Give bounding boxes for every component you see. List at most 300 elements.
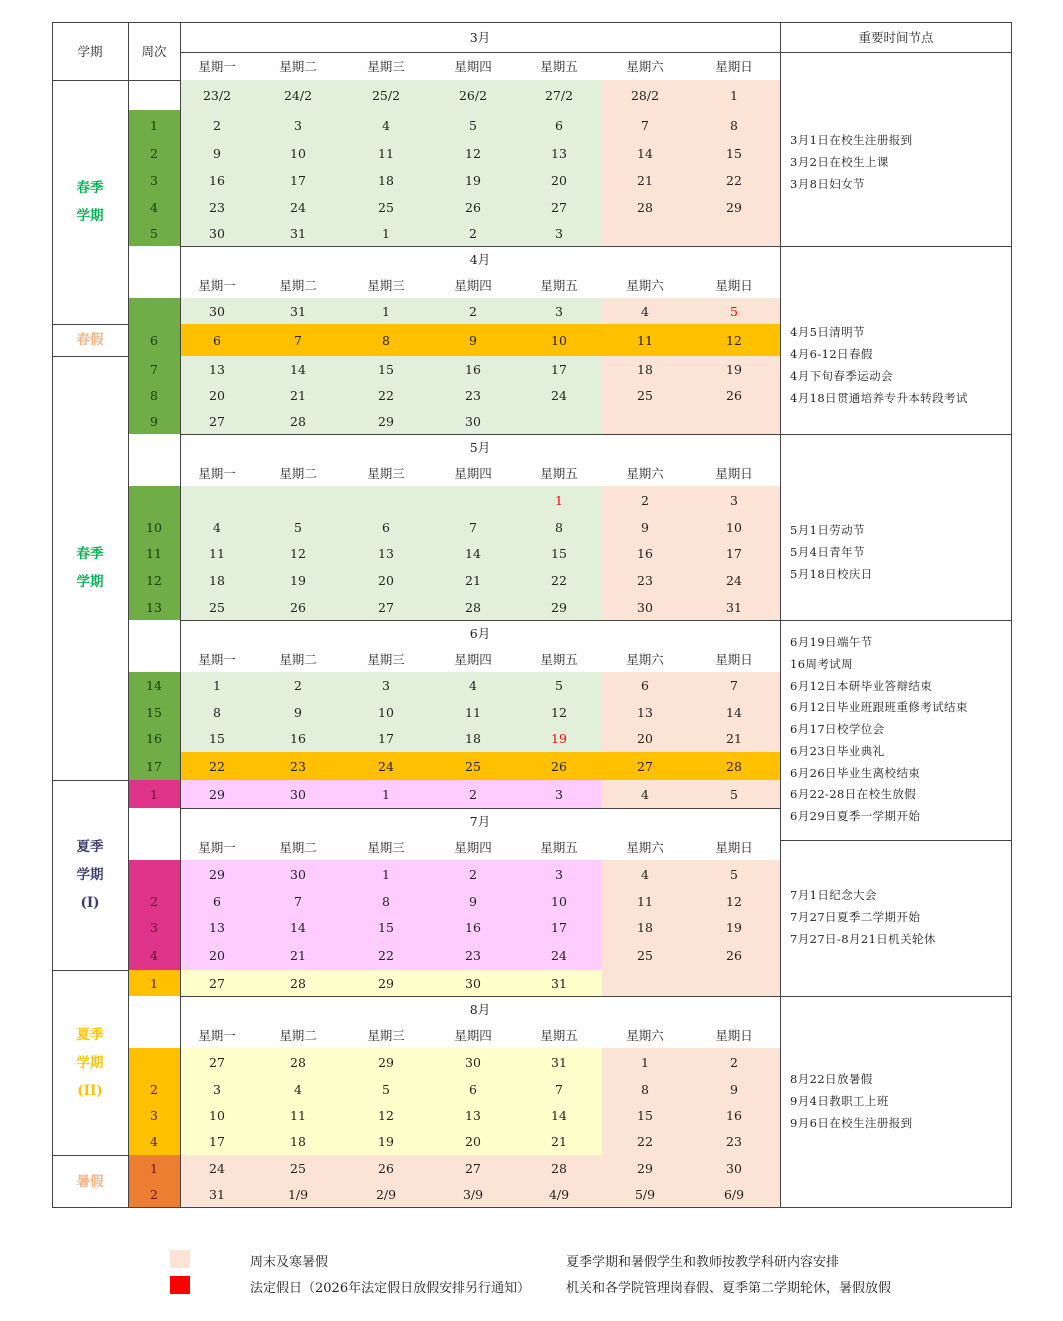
- day-cell: 27: [602, 752, 688, 780]
- events-block: [780, 486, 1012, 620]
- day-cell: 6: [180, 888, 254, 914]
- day-cell: 24: [180, 1155, 254, 1181]
- day-cell: 7: [516, 1076, 602, 1102]
- day-cell: 18: [430, 725, 516, 752]
- weekday-label: 星期五: [540, 652, 578, 667]
- day-cell: 28/2: [602, 80, 688, 110]
- day-cell: [602, 408, 688, 434]
- week-number: [128, 1048, 180, 1076]
- day-cell: 2: [430, 780, 516, 808]
- weekday-label: 星期五: [540, 59, 578, 74]
- day-cell: 4: [430, 672, 516, 699]
- day-cell: 3: [688, 486, 780, 514]
- day-cell: 19: [342, 1128, 430, 1155]
- day-cell: [180, 486, 254, 514]
- day-cell: 9: [180, 140, 254, 167]
- legend-note: 夏季学期和暑假学生和教师按教学科研内容安排: [566, 1255, 840, 1270]
- weekday-label: 星期一: [198, 1028, 236, 1043]
- weekday-label: 星期一: [198, 652, 236, 667]
- week-number: 1: [128, 780, 180, 808]
- day-cell: 25: [602, 940, 688, 970]
- event-item: 7月27日-8月21日机关轮休: [790, 931, 936, 946]
- day-cell: 28: [602, 194, 688, 220]
- day-cell: 9: [688, 1076, 780, 1102]
- day-cell: 18: [342, 167, 430, 194]
- month-title: 4月: [469, 252, 491, 267]
- day-cell: 8: [342, 324, 430, 356]
- day-cell: 30: [254, 780, 342, 808]
- weekday-label: 星期三: [367, 278, 405, 293]
- day-cell: 7: [602, 110, 688, 140]
- day-cell: 19: [688, 356, 780, 382]
- day-cell: 26: [342, 1155, 430, 1181]
- header-week: 周次: [141, 44, 167, 59]
- term-label: 春假: [76, 332, 104, 348]
- table-border-bottom: [52, 1207, 1012, 1208]
- day-cell: 26: [688, 940, 780, 970]
- day-cell: 18: [254, 1128, 342, 1155]
- week-number: 2: [128, 1076, 180, 1102]
- day-cell: 16: [430, 914, 516, 940]
- day-cell: 29: [180, 780, 254, 808]
- week-number: 3: [128, 1102, 180, 1128]
- events-block: [780, 80, 1012, 246]
- day-cell: 1/9: [254, 1181, 342, 1208]
- day-cell: 16: [430, 356, 516, 382]
- day-cell: 5: [254, 514, 342, 540]
- day-cell: 9: [254, 699, 342, 725]
- day-cell: 22: [688, 167, 780, 194]
- day-cell: 30: [430, 408, 516, 434]
- day-cell: 1: [342, 860, 430, 888]
- event-item: 8月22日放暑假: [790, 1072, 873, 1087]
- event-item: 6月12日毕业班跟班重修考试结束: [790, 700, 968, 715]
- day-cell: 3: [516, 860, 602, 888]
- day-cell: 14: [516, 1102, 602, 1128]
- weekday-label: 星期六: [626, 1028, 664, 1043]
- weekday-label: 星期六: [626, 466, 664, 481]
- day-cell: 9: [602, 514, 688, 540]
- day-cell: 11: [254, 1102, 342, 1128]
- week-number: 4: [128, 194, 180, 220]
- day-cell: 30: [254, 860, 342, 888]
- day-cell: 16: [254, 725, 342, 752]
- day-cell: 24: [342, 752, 430, 780]
- day-cell: 27: [180, 1048, 254, 1076]
- day-cell: 27: [516, 194, 602, 220]
- events-block: [780, 840, 1012, 996]
- day-cell: 5: [342, 1076, 430, 1102]
- event-item: 4月5日清明节: [790, 325, 865, 340]
- day-cell: 20: [180, 382, 254, 408]
- day-cell: 29: [602, 1155, 688, 1181]
- day-cell: 2: [254, 672, 342, 699]
- day-cell: 17: [180, 1128, 254, 1155]
- day-cell: 18: [602, 356, 688, 382]
- day-cell: 23/2: [180, 80, 254, 110]
- day-cell: 13: [180, 914, 254, 940]
- week-number: 16: [128, 725, 180, 752]
- day-cell: 26: [688, 382, 780, 408]
- day-cell: 29: [516, 594, 602, 620]
- weekday-label: 星期一: [198, 278, 236, 293]
- event-item: 6月17日校学位会: [790, 722, 885, 737]
- weekday-label: 星期二: [279, 840, 317, 855]
- day-cell: 14: [254, 914, 342, 940]
- event-item: 5月1日劳动节: [790, 523, 865, 538]
- day-cell: 16: [688, 1102, 780, 1128]
- table-border-left: [52, 22, 53, 1208]
- day-cell: 25: [254, 1155, 342, 1181]
- day-cell: 29: [688, 194, 780, 220]
- event-item: 3月2日在校生上课: [790, 155, 889, 170]
- month-title: 7月: [469, 814, 491, 829]
- day-cell: 4: [602, 860, 688, 888]
- day-cell: 26/2: [430, 80, 516, 110]
- weekday-label: 星期六: [626, 59, 664, 74]
- weekday-label: 星期四: [454, 466, 492, 481]
- day-cell: 30: [602, 594, 688, 620]
- event-item: 4月下旬春季运动会: [790, 369, 893, 383]
- day-cell: 22: [342, 382, 430, 408]
- grid-line: [180, 434, 1012, 435]
- day-cell: 13: [342, 540, 430, 567]
- day-cell: 29: [342, 970, 430, 996]
- event-item: 7月1日纪念大会: [790, 888, 877, 903]
- day-cell: 31: [180, 1181, 254, 1208]
- day-cell: 27: [180, 408, 254, 434]
- day-cell: 5: [516, 672, 602, 699]
- term-label: 春季 学期: [76, 546, 104, 590]
- day-cell: 23: [430, 940, 516, 970]
- day-cell: 5/9: [602, 1181, 688, 1208]
- grid-line: [180, 52, 780, 53]
- day-cell: 28: [254, 970, 342, 996]
- day-cell: 9: [430, 324, 516, 356]
- day-cell: 23: [602, 567, 688, 594]
- day-cell: 23: [430, 382, 516, 408]
- day-cell: 10: [342, 699, 430, 725]
- day-cell: 25: [430, 752, 516, 780]
- event-item: 3月8日妇女节: [790, 176, 865, 191]
- event-item: 7月27日夏季二学期开始: [790, 910, 921, 925]
- month-title: 6月: [469, 626, 491, 641]
- day-cell: 4: [602, 298, 688, 324]
- day-cell: 28: [254, 1048, 342, 1076]
- event-item: 6月22-28日在校生放假: [790, 787, 917, 802]
- weekday-label: 星期六: [626, 652, 664, 667]
- grid-line: [180, 996, 1012, 997]
- week-number: 2: [128, 888, 180, 914]
- day-cell: 13: [180, 356, 254, 382]
- day-cell: 1: [342, 298, 430, 324]
- grid-line: [52, 1155, 128, 1156]
- day-cell: 24: [516, 382, 602, 408]
- week-number: 8: [128, 382, 180, 408]
- term-label: 春季 学期: [76, 180, 104, 224]
- weekday-label: 星期日: [715, 1028, 753, 1043]
- day-cell: 4: [342, 110, 430, 140]
- day-cell: 17: [254, 167, 342, 194]
- week-number: [128, 80, 180, 110]
- weekday-label: 星期四: [454, 840, 492, 855]
- day-cell: 25/2: [342, 80, 430, 110]
- event-item: 6月26日毕业生离校结束: [790, 765, 921, 780]
- day-cell: 25: [180, 594, 254, 620]
- day-cell: 26: [516, 752, 602, 780]
- grid-line: [780, 22, 781, 1208]
- day-cell: 15: [342, 356, 430, 382]
- day-cell: 12: [688, 324, 780, 356]
- day-cell: 15: [342, 914, 430, 940]
- week-number: 9: [128, 408, 180, 434]
- statutory-swatch: [170, 1276, 190, 1294]
- day-cell: 22: [516, 567, 602, 594]
- day-cell: [342, 486, 430, 514]
- day-cell: 19: [430, 167, 516, 194]
- header-events: 重要时间节点: [858, 30, 934, 45]
- day-cell: 4: [254, 1076, 342, 1102]
- day-cell: 29: [342, 408, 430, 434]
- week-number: 4: [128, 940, 180, 970]
- day-cell: 17: [516, 914, 602, 940]
- day-cell: [688, 970, 780, 996]
- week-number: 1: [128, 970, 180, 996]
- weekday-label: 星期三: [367, 466, 405, 481]
- day-cell: 23: [688, 1128, 780, 1155]
- table-border-top: [52, 22, 1012, 23]
- event-item: 6月19日端午节: [790, 634, 873, 649]
- day-cell: 6: [430, 1076, 516, 1102]
- weekday-label: 星期二: [279, 652, 317, 667]
- day-cell: 5: [430, 110, 516, 140]
- day-cell: 2: [688, 1048, 780, 1076]
- week-number: 3: [128, 914, 180, 940]
- weekday-label: 星期三: [367, 1028, 405, 1043]
- week-number: 3: [128, 167, 180, 194]
- grid-line: [52, 356, 128, 357]
- week-number: 13: [128, 594, 180, 620]
- day-cell: [254, 486, 342, 514]
- day-cell: 28: [430, 594, 516, 620]
- day-cell: 31: [254, 220, 342, 246]
- event-item: 5月18日校庆日: [790, 566, 873, 581]
- weekday-label: 星期四: [454, 59, 492, 74]
- day-cell: 12: [430, 140, 516, 167]
- day-cell: 1: [516, 486, 602, 514]
- academic-calendar-table: [52, 22, 1012, 1208]
- weekday-label: 星期六: [626, 840, 664, 855]
- day-cell: 12: [342, 1102, 430, 1128]
- weekday-label: 星期四: [454, 278, 492, 293]
- day-cell: 23: [180, 194, 254, 220]
- day-cell: 11: [602, 888, 688, 914]
- events-block: [780, 298, 1012, 434]
- day-cell: 3: [516, 298, 602, 324]
- day-cell: 14: [254, 356, 342, 382]
- event-item: 16周考试周: [790, 656, 854, 671]
- day-cell: 26: [430, 194, 516, 220]
- event-item: 6月23日毕业典礼: [790, 743, 885, 758]
- day-cell: 11: [342, 140, 430, 167]
- day-cell: 1: [602, 1048, 688, 1076]
- legend-label: 周末及寒暑假: [250, 1255, 329, 1270]
- day-cell: 31: [688, 594, 780, 620]
- event-item: 5月4日青年节: [790, 545, 865, 560]
- weekday-label: 星期日: [715, 466, 753, 481]
- day-cell: 1: [342, 220, 430, 246]
- grid-line: [180, 620, 780, 621]
- day-cell: 27: [342, 594, 430, 620]
- week-number: 1: [128, 1155, 180, 1181]
- week-number: [128, 298, 180, 324]
- day-cell: 2/9: [342, 1181, 430, 1208]
- day-cell: 8: [516, 514, 602, 540]
- week-number: 2: [128, 1181, 180, 1208]
- event-item: 4月18日贯通培养专升本转段考试: [790, 390, 968, 405]
- day-cell: 28: [516, 1155, 602, 1181]
- event-item: 9月6日在校生注册报到: [790, 1115, 913, 1130]
- day-cell: 21: [602, 167, 688, 194]
- day-cell: 21: [688, 725, 780, 752]
- day-cell: 3: [516, 220, 602, 246]
- day-cell: 7: [254, 324, 342, 356]
- day-cell: 31: [254, 298, 342, 324]
- day-cell: 30: [180, 220, 254, 246]
- day-cell: 10: [516, 888, 602, 914]
- day-cell: 20: [430, 1128, 516, 1155]
- day-cell: 6: [516, 110, 602, 140]
- day-cell: 21: [430, 567, 516, 594]
- grid-line: [52, 970, 128, 971]
- weekday-label: 星期日: [715, 652, 753, 667]
- day-cell: [516, 408, 602, 434]
- day-cell: 21: [254, 382, 342, 408]
- event-item: 4月6-12日春假: [790, 347, 873, 362]
- day-cell: 3: [254, 110, 342, 140]
- day-cell: 17: [516, 356, 602, 382]
- event-item: 3月1日在校生注册报到: [790, 133, 913, 148]
- day-cell: 20: [342, 567, 430, 594]
- weekday-label: 星期二: [279, 1028, 317, 1043]
- events-block: [780, 620, 1012, 840]
- weekday-label: 星期二: [279, 278, 317, 293]
- day-cell: 8: [180, 699, 254, 725]
- week-number: 1: [128, 110, 180, 140]
- day-cell: [688, 408, 780, 434]
- week-number: 5: [128, 220, 180, 246]
- day-cell: 27/2: [516, 80, 602, 110]
- day-cell: 5: [688, 780, 780, 808]
- legend-note: 机关和各学院管理岗春假、夏季第二学期轮休，暑假放假: [566, 1281, 892, 1296]
- grid-line: [128, 22, 129, 1208]
- weekday-label: 星期二: [279, 59, 317, 74]
- day-cell: 10: [254, 140, 342, 167]
- day-cell: 20: [516, 167, 602, 194]
- term-label: 夏季 学期 (II): [76, 1026, 104, 1099]
- day-cell: 16: [180, 167, 254, 194]
- day-cell: 15: [602, 1102, 688, 1128]
- day-cell: 18: [602, 914, 688, 940]
- day-cell: 27: [180, 970, 254, 996]
- day-cell: 5: [688, 298, 780, 324]
- weekday-label: 星期三: [367, 840, 405, 855]
- event-item: 9月4日教职工上班: [790, 1094, 889, 1109]
- week-number: 4: [128, 1128, 180, 1155]
- day-cell: 13: [602, 699, 688, 725]
- day-cell: 2: [430, 220, 516, 246]
- day-cell: 24: [688, 567, 780, 594]
- day-cell: 8: [602, 1076, 688, 1102]
- day-cell: 19: [254, 567, 342, 594]
- day-cell: 22: [602, 1128, 688, 1155]
- day-cell: 29: [180, 860, 254, 888]
- day-cell: 4/9: [516, 1181, 602, 1208]
- day-cell: 17: [342, 725, 430, 752]
- day-cell: 10: [688, 514, 780, 540]
- table-border-right: [1011, 22, 1012, 1208]
- grid-line: [180, 808, 780, 809]
- day-cell: 24/2: [254, 80, 342, 110]
- day-cell: 1: [342, 780, 430, 808]
- week-number: 11: [128, 540, 180, 567]
- weekday-label: 星期六: [626, 278, 664, 293]
- grid-line: [180, 22, 181, 1208]
- day-cell: 31: [516, 1048, 602, 1076]
- day-cell: 17: [688, 540, 780, 567]
- day-cell: 15: [516, 540, 602, 567]
- month-title: 5月: [469, 440, 491, 455]
- day-cell: 27: [430, 1155, 516, 1181]
- day-cell: 3: [516, 780, 602, 808]
- day-cell: 13: [516, 140, 602, 167]
- day-cell: 31: [516, 970, 602, 996]
- term-label: 夏季 学期 (I): [76, 839, 104, 911]
- day-cell: 7: [430, 514, 516, 540]
- day-cell: 3: [342, 672, 430, 699]
- day-cell: 2: [602, 486, 688, 514]
- day-cell: 19: [516, 725, 602, 752]
- weekday-label: 星期三: [367, 652, 405, 667]
- day-cell: 24: [516, 940, 602, 970]
- weekday-label: 星期四: [454, 1028, 492, 1043]
- day-cell: 4: [602, 780, 688, 808]
- day-cell: 3: [180, 1076, 254, 1102]
- day-cell: 14: [602, 140, 688, 167]
- week-number: [128, 486, 180, 514]
- day-cell: 20: [180, 940, 254, 970]
- day-cell: 29: [342, 1048, 430, 1076]
- day-cell: [602, 970, 688, 996]
- day-cell: 24: [254, 194, 342, 220]
- week-number: 17: [128, 752, 180, 780]
- weekday-label: 星期二: [279, 466, 317, 481]
- day-cell: 8: [688, 110, 780, 140]
- legend-label: 法定假日（2026年法定假日放假安排另行通知）: [250, 1281, 531, 1296]
- day-cell: 3/9: [430, 1181, 516, 1208]
- weekday-label: 星期五: [540, 1028, 578, 1043]
- grid-line: [780, 620, 1012, 621]
- weekday-label: 星期一: [198, 59, 236, 74]
- event-item: 6月12日本研毕业答辩结束: [790, 678, 933, 693]
- day-cell: 11: [180, 540, 254, 567]
- weekday-label: 星期五: [540, 840, 578, 855]
- day-cell: 25: [602, 382, 688, 408]
- day-cell: 14: [430, 540, 516, 567]
- events-block: [780, 996, 1012, 1208]
- day-cell: 30: [430, 970, 516, 996]
- event-item: 6月29日夏季一学期开始: [790, 809, 921, 824]
